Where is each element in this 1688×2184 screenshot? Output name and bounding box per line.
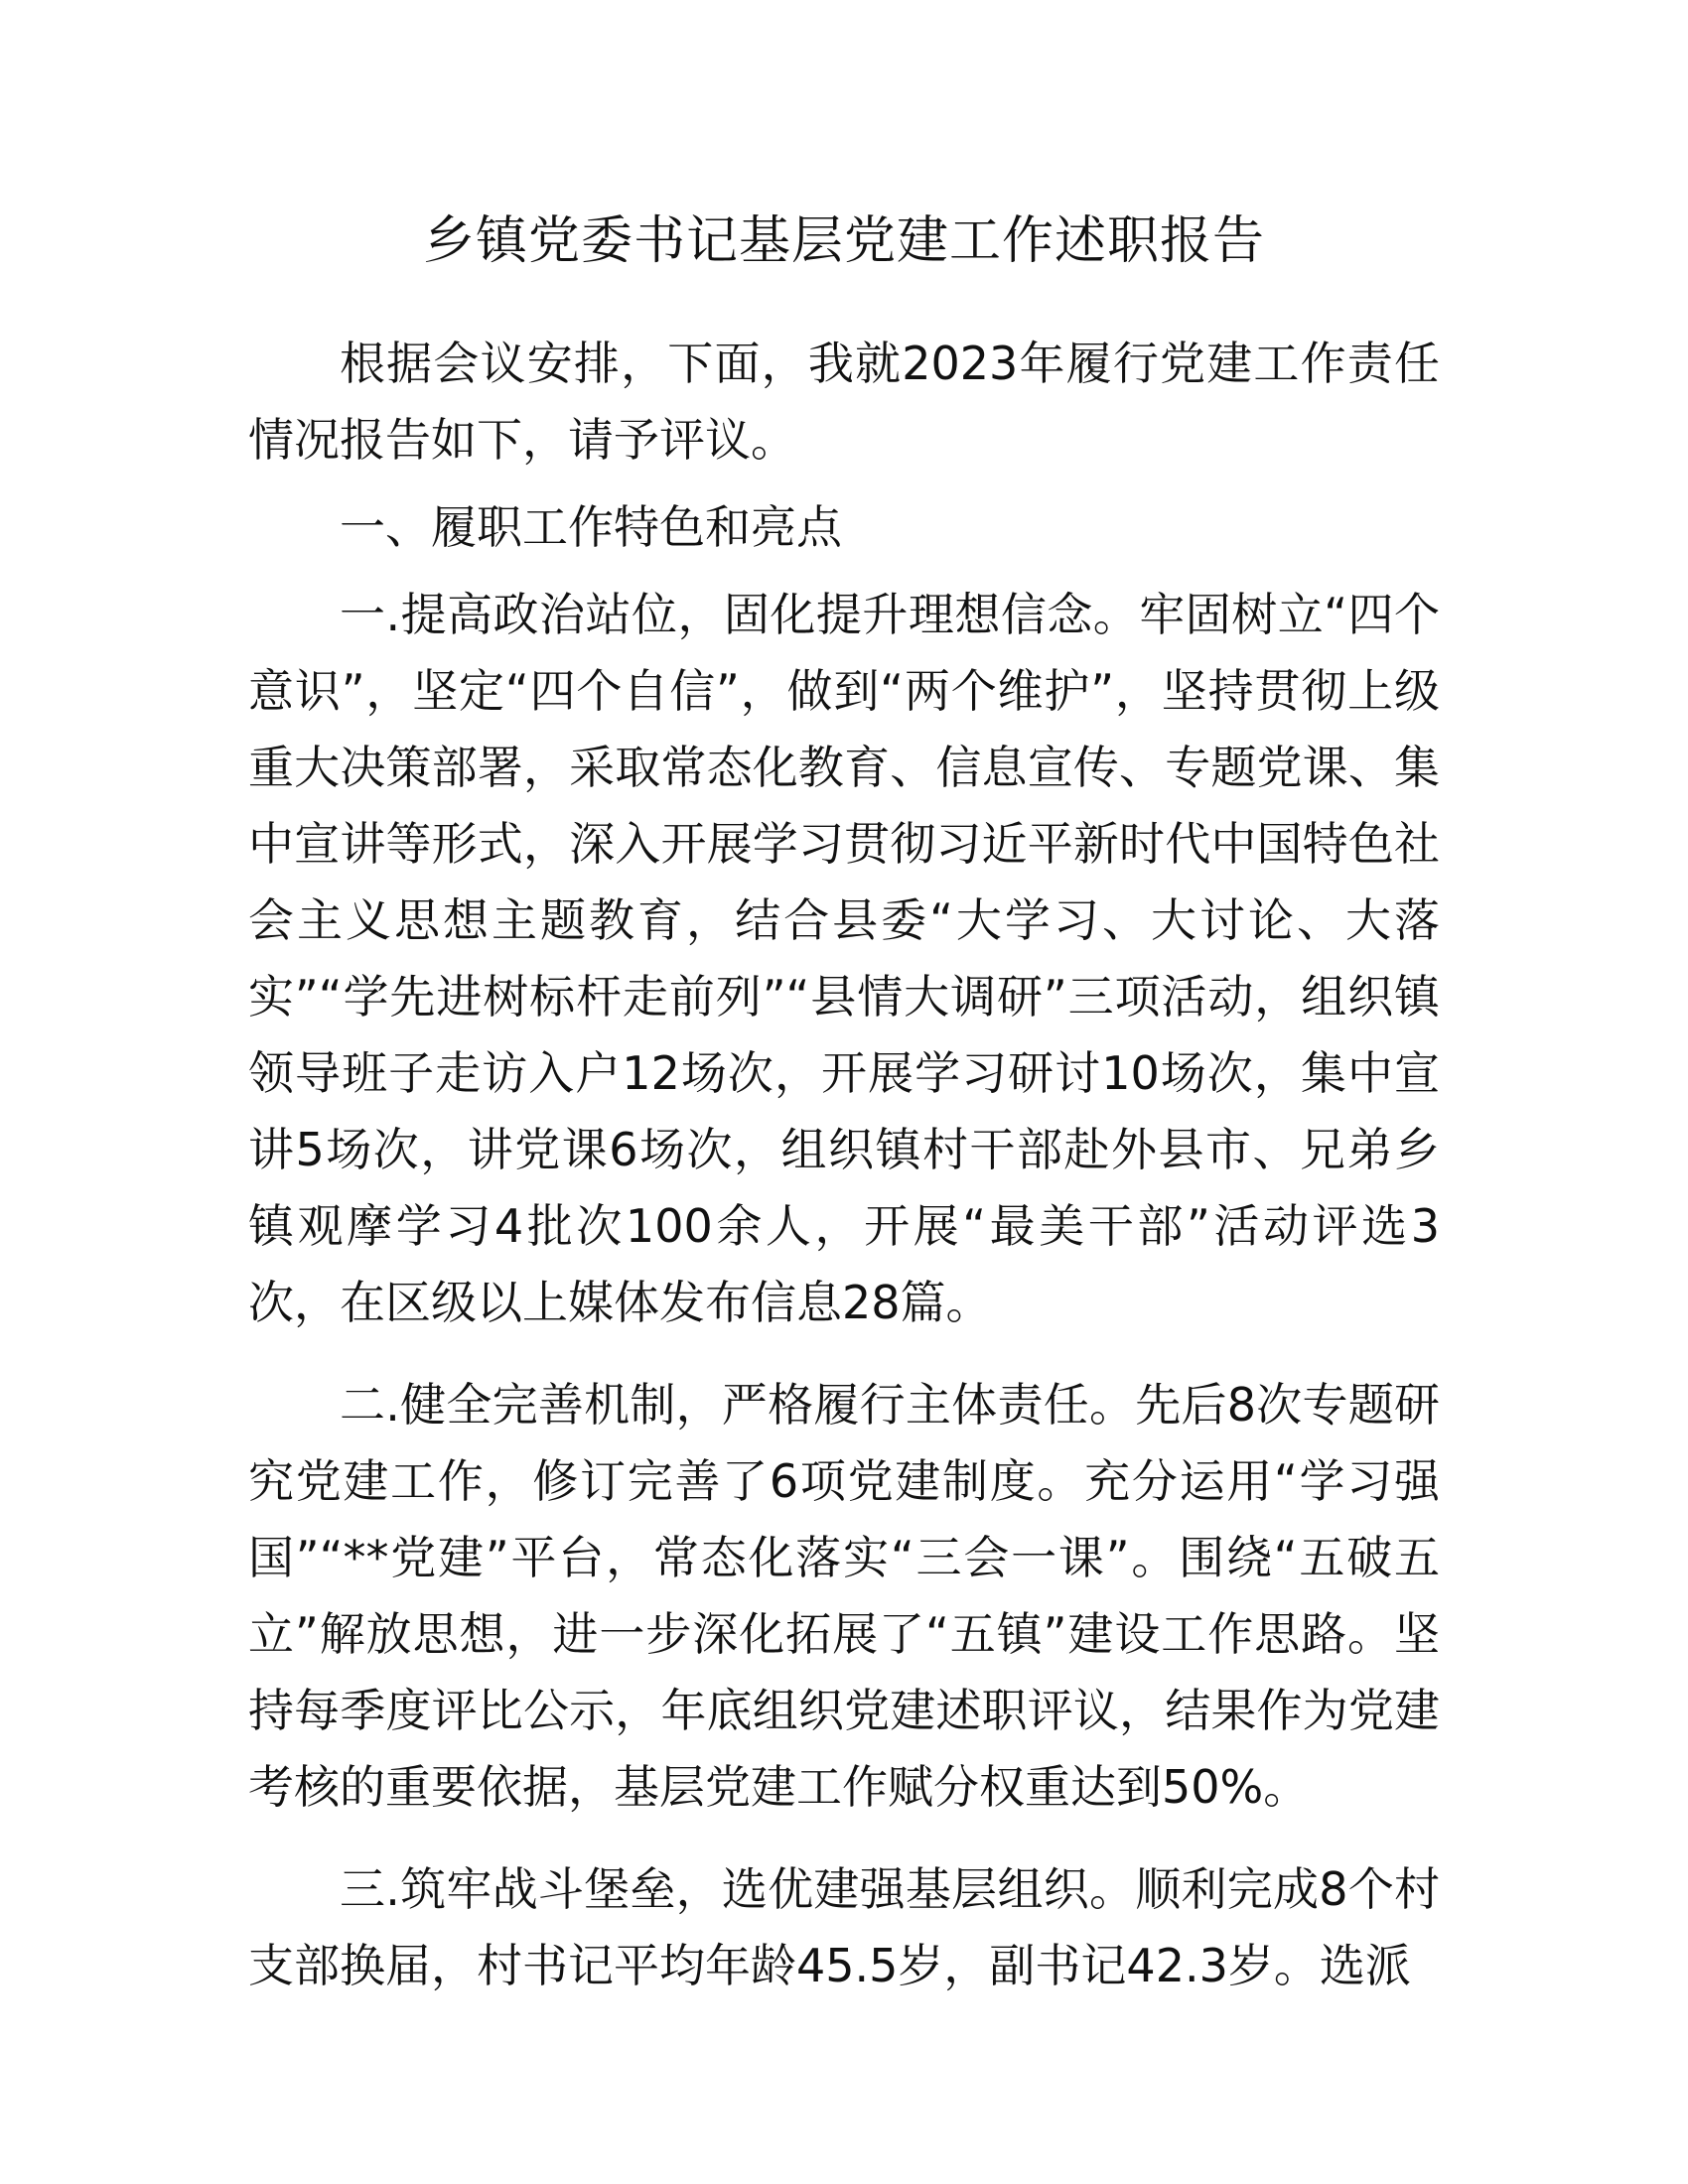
body-paragraph-1: 一.提高政治站位，固化提升理想信念。牢固树立“四个意识”，坚定“四个自信”，做到“两个维护”，坚持贯彻上级重大决策部署，采取常态化教育、信息宣传、专题党课、集中宣讲等形式，深入开展学习贯彻习近平新时代中国特色社会主义思想主题教育，结合县委“大学习、大讨论、大落实”“学先进树标杆走前列”“县情大调研”三项活动，组织镇领导班子走访入户12场次，开展学习研讨10场次，集中宣讲5场次，讲党课6场次，组织镇村干部赴外县市、兄弟乡镇观摩学习4批次100余人，开展“最美干部”活动评选3次，在区级以上媒体发布信息28篇。 — [248, 588, 1440, 1329]
document-title: 乡镇党委书记基层党建工作述职报告 — [422, 211, 1265, 271]
section-heading-1: 一、履职工作特色和亮点 — [340, 500, 842, 554]
intro-paragraph: 根据会议安排，下面，我就2023年履行党建工作责任情况报告如下，请予评议。 — [248, 337, 1440, 467]
document-body — [248, 197, 1440, 2004]
body-paragraph-3: 三.筑牢战斗堡垒，选优建强基层组织。顺利完成8个村支部换届，村书记平均年龄45.5岁，副书记42.3岁。选派 — [248, 1862, 1440, 1992]
body-paragraph-2: 二.健全完善机制，严格履行主体责任。先后8次专题研究党建工作，修订完善了6项党建制度。充分运用“学习强国”“**党建”平台，常态化落实“三会一课”。围绕“五破五立”解放思想，进一步深化拓展了“五镇”建设工作思路。坚持每季度评比公示，年底组织党建述职评议，结果作为党建考核的重要依据，基层党建工作赋分权重达到50%。 — [248, 1378, 1440, 1814]
